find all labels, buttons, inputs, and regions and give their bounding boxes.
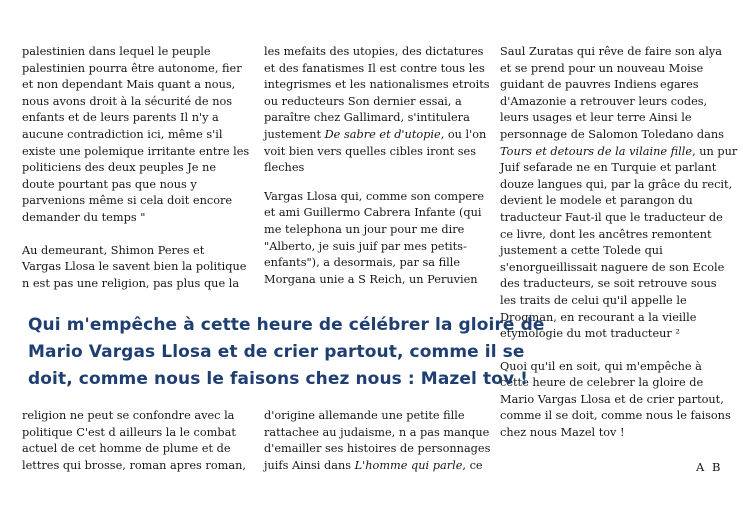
text-line: et non dependant Mais quant a nous, — [22, 78, 236, 92]
text-line: paraître chez Gallimard, s'intitulera — [264, 111, 470, 125]
text-line: leurs usages et leur terre Ainsi le — [500, 111, 692, 125]
text-line: justement a cette Tolede qui — [500, 244, 663, 258]
text-line: comme il se doit, comme nous le faisons — [500, 409, 731, 423]
text-line: Mario Vargas Llosa et de crier partout, — [500, 392, 724, 406]
text-line: cette heure de celebrer la gloire de — [500, 376, 704, 390]
paragraph-gap — [264, 177, 484, 189]
text-line: et des fanatismes Il est contre tous les — [264, 61, 485, 75]
text-line: les mefaits des utopies, des dictatures — [264, 45, 484, 58]
column-3 — [500, 44, 738, 442]
text-fragment: juifs Ainsi dans — [264, 458, 355, 472]
text-line: integrismes et les nationalismes etroits — [264, 78, 490, 92]
text-line: d'origine allemande une petite fille — [264, 409, 465, 422]
text-line: et ami Guillermo Cabrera Infante (qui — [264, 206, 482, 220]
text-line: voit bien vers quelles cibles iront ses — [264, 144, 477, 158]
text-line: palestinien dans lequel le peuple — [22, 45, 211, 58]
text-line: Saul Zuratas qui rêve de faire son alya — [500, 45, 722, 58]
book-title: De sabre et d'utopie — [324, 127, 441, 141]
text-line: religion ne peut se confondre avec la — [22, 409, 235, 422]
text-line: existe une polemique irritante entre les — [22, 144, 250, 158]
book-title: L'homme qui parle — [354, 458, 463, 472]
text-line: actuel de cet homme de plume et de — [22, 442, 231, 456]
pull-quote — [28, 312, 545, 393]
paragraph-gap — [500, 343, 722, 359]
text-line: d'emailler ses histoires de personnages — [264, 442, 491, 456]
text-line: guidant de pauvres Indiens egares — [500, 78, 699, 92]
pull-quote-line: Mario Vargas Llosa et de crier partout, comme il se — [28, 342, 525, 362]
pull-quote-line: doit, comme nous le faisons chez nous : Mazel tov ! — [28, 369, 529, 389]
text-line: fleches — [264, 161, 305, 175]
text-line: aucune contradiction ici, même s'il — [22, 127, 223, 141]
text-line: des traducteurs, se soit retrouve sous — [500, 277, 717, 291]
text-line: me telephona un jour pour me dire — [264, 222, 465, 236]
text-line: lettres qui brosse, roman apres roman, — [22, 458, 246, 472]
text-line — [264, 458, 484, 475]
text-line: Vargas Llosa le savent bien la politique — [22, 260, 247, 274]
column-2-bottom — [264, 408, 491, 474]
text-line — [264, 127, 487, 144]
text-line: enfants et de leurs parents Il n'y a — [22, 111, 219, 125]
text-line: rattachee au judaisme, n a pas manque — [264, 425, 490, 439]
text-line: enfants"), a desormais, par sa fille — [264, 256, 461, 270]
text-line: Morgana unie a S Reich, un Peruvien — [264, 272, 478, 286]
text-line: Quoi qu'il en soit, qui m'empêche à — [500, 359, 702, 373]
text-fragment: , un pur — [692, 144, 738, 158]
text-line: chez nous Mazel tov ! — [500, 426, 625, 440]
text-line: "Alberto, je suis juif par mes petits- — [264, 239, 467, 253]
text-fragment: , ce — [462, 458, 483, 472]
text-line: parvenions même si cela doit encore — [22, 194, 233, 208]
text-line: Juif sefarade ne en Turquie et parlant — [500, 161, 717, 175]
text-line: douze langues qui, par la grâce du recit, — [500, 177, 733, 191]
text-line: nous avons droit à la sécurité de nos — [22, 94, 233, 108]
column-2-top — [264, 44, 490, 288]
text-line: et se prend pour un nouveau Moise — [500, 61, 704, 75]
text-line: palestinien pourra être autonome, fier — [22, 61, 242, 75]
text-line — [500, 144, 738, 161]
column-1-top — [22, 44, 248, 292]
pull-quote-line: Qui m'empêche à cette heure de célébrer la gloire de — [28, 315, 545, 335]
paragraph-gap — [22, 227, 248, 243]
text-line: etymologie du mot traducteur ² — [500, 327, 680, 341]
text-line: ou reducteurs Son dernier essai, a — [264, 94, 462, 108]
author-initials: A B — [696, 460, 723, 474]
text-line: politique C'est d ailleurs la le combat — [22, 425, 236, 439]
text-line: politiciens des deux peuples Je ne — [22, 161, 217, 175]
text-fragment: justement — [264, 127, 325, 141]
text-line: les traits de celui qu'il appelle le — [500, 293, 687, 307]
text-line: s'enorgueillissait naguere de son Ecole — [500, 260, 725, 274]
text-line: n est pas une religion, pas plus que la — [22, 276, 240, 290]
text-line: Au demeurant, Shimon Peres et — [22, 243, 205, 257]
text-line: devient le modele et parangon du — [500, 194, 693, 208]
column-1-bottom — [22, 408, 248, 474]
text-line: traducteur Faut-il que le traducteur de — [500, 210, 723, 224]
text-line: Vargas Llosa qui, comme son compere — [264, 189, 485, 203]
text-line: ce livre, dont les ancêtres remontent — [500, 227, 712, 241]
book-title: Tours et detours de la vilaine fille — [500, 144, 693, 158]
text-fragment: , ou l'on — [440, 127, 487, 141]
text-line: demander du temps " — [22, 210, 146, 224]
text-line: d'Amazonie a retrouver leurs codes, — [500, 94, 708, 108]
text-line: personnage de Salomon Toledano dans — [500, 127, 724, 141]
text-line: doute pourtant pas que nous y — [22, 177, 197, 191]
text-line: Drogman, en recourant a la vieille — [500, 310, 697, 324]
